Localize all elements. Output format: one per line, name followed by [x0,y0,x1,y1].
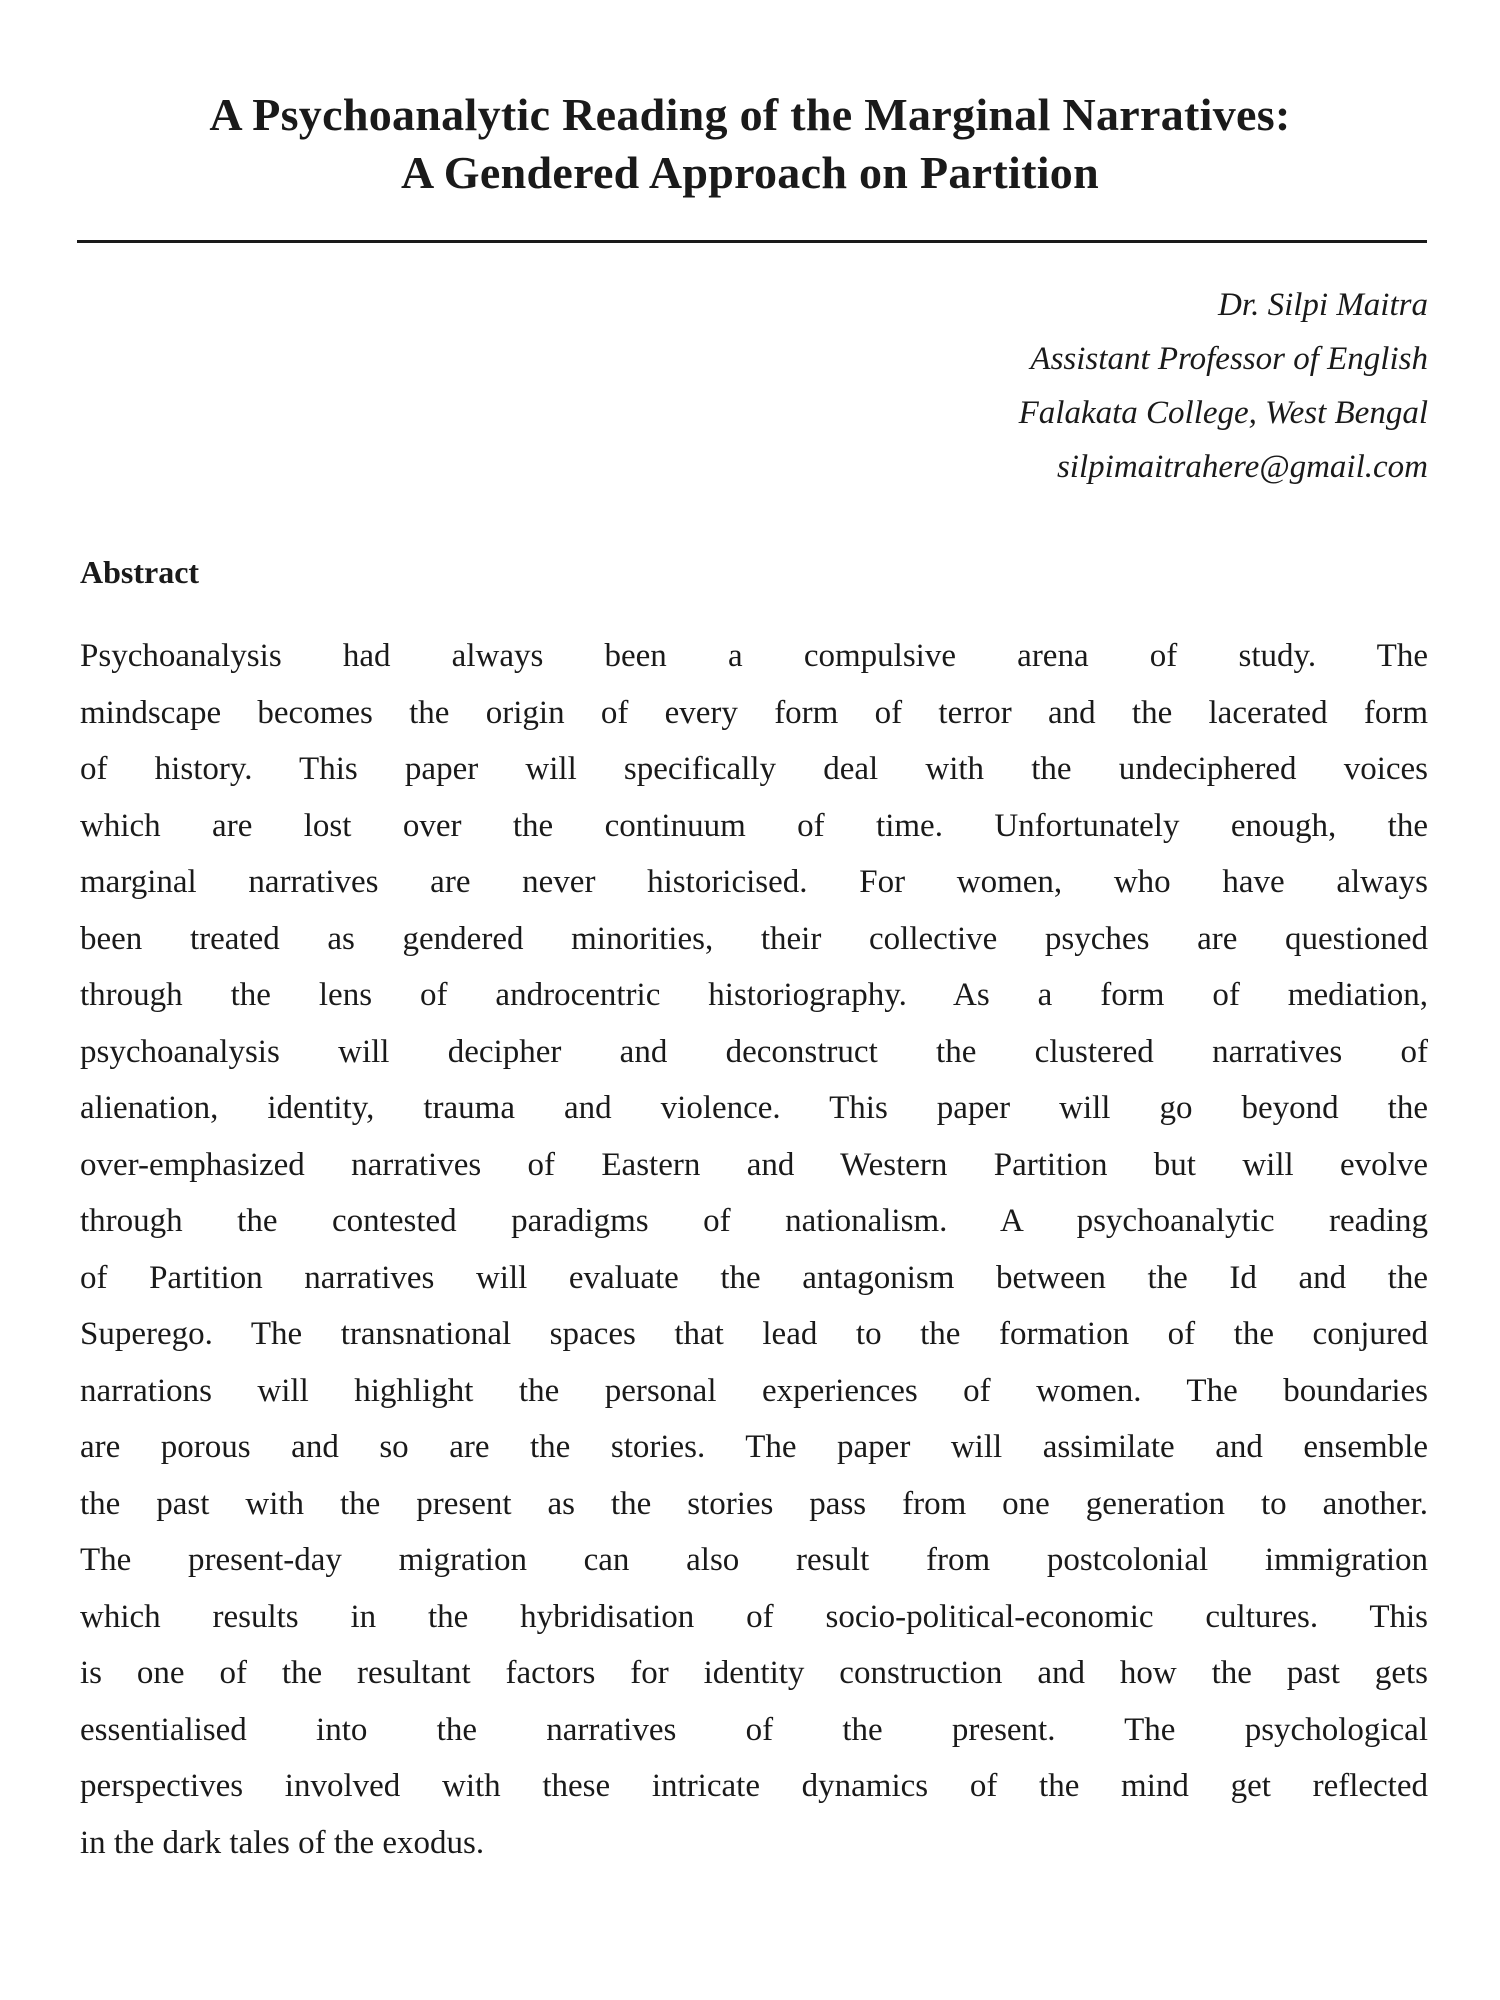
abstract-line: Superego. The transnational spaces that lead to the formation of the conjured [80,1316,1428,1352]
abstract-line: Psychoanalysis had always been a compulsive arena of study. The [80,638,1428,674]
abstract-line: through the contested paradigms of nationalism. A psychoanalytic reading [80,1203,1428,1239]
abstract-line: alienation, identity, trauma and violence. This paper will go beyond the [80,1090,1428,1126]
title-line-1: A Psychoanalytic Reading of the Marginal Narratives: [209,89,1291,140]
abstract-line: perspectives involved with these intricate dynamics of the mind get reflected [80,1768,1428,1804]
abstract-line-last: in the dark tales of the exodus. [80,1824,485,1861]
paper-title [80,86,1420,202]
abstract-line: narrations will highlight the personal experiences of women. The boundaries [80,1372,1428,1409]
abstract-line: is one of the resultant factors for identity construction and how the past gets [80,1655,1428,1691]
abstract-line: which results in the hybridisation of socio-political-economic cultures. This [80,1598,1428,1635]
abstract-line: been treated as gendered minorities, their collective psyches are questioned [80,920,1428,957]
abstract-line: through the lens of androcentric historiography. As a form of mediation, [80,977,1428,1013]
abstract-heading: Abstract [80,554,200,590]
abstract-line: mindscape becomes the origin of every form of terror and the lacerated form [80,694,1428,731]
abstract-line: essentialised into the narratives of the present. The psychological [80,1711,1428,1748]
abstract-line: the past with the present as the stories pass from one generation to another. [80,1485,1428,1522]
abstract-line: are porous and so are the stories. The paper will assimilate and ensemble [80,1429,1428,1465]
abstract-line: over-emphasized narratives of Eastern and Western Partition but will evolve [80,1146,1428,1183]
title-divider [77,240,1427,243]
abstract-body [80,628,1428,1871]
author-affiliation: Falakata College, West Bengal [1018,395,1428,431]
author-position: Assistant Professor of English [1030,341,1428,377]
abstract-line: which are lost over the continuum of time. Unfortunately enough, the [80,807,1428,844]
abstract-line: marginal narratives are never historicised. For women, who have always [80,864,1428,900]
abstract-line: of history. This paper will specifically deal with the undeciphered voices [80,751,1428,787]
author-email: silpimaitrahere@gmail.com [1056,449,1428,485]
abstract-line: of Partition narratives will evaluate the antagonism between the Id and the [80,1259,1428,1296]
title-line-2: A Gendered Approach on Partition [401,147,1099,198]
abstract-line: The present-day migration can also result from postcolonial immigration [80,1542,1428,1578]
author-name: Dr. Silpi Maitra [1218,287,1428,323]
author-info [728,278,1428,494]
abstract-line: psychoanalysis will decipher and deconstruct the clustered narratives of [80,1033,1428,1070]
